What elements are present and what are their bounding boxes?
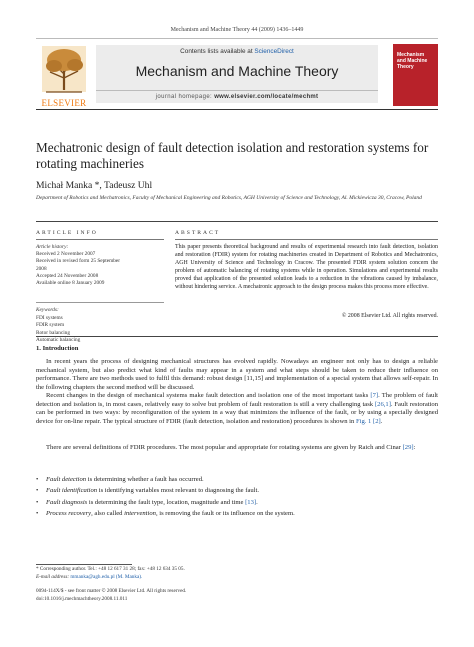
citation-link[interactable]: [29]	[402, 444, 414, 451]
journal-homepage-line	[96, 90, 378, 103]
keyword: FDI systems	[36, 315, 63, 321]
history-line: Accepted 24 November 2008	[36, 272, 99, 279]
definition-tail: .	[256, 498, 258, 506]
paragraph-text: There are several definitions of FDIR procedures. The most popular and appropriate for rotating systems are given by Raich and Cinar	[46, 444, 403, 451]
bullet-icon: •	[36, 498, 39, 506]
bullet-icon: •	[36, 476, 39, 483]
definition: is determining whether a fault has occurred.	[86, 476, 204, 483]
abstract-heading: ABSTRACT	[175, 230, 221, 236]
citation-link[interactable]: [7]	[370, 392, 379, 399]
copyright-line: © 2008 Elsevier Ltd. All rights reserved.	[341, 313, 438, 319]
divider	[36, 302, 164, 303]
history-line: Available online 8 January 2009	[36, 280, 105, 287]
paragraph: In recent years the process of designing mechanical structures has evolved rapidly. Nowadays an engineer not only has to design a reliable mechanical system, but also predict what kind of faults may appear in a system and what steps should be taken to reduce their influence on performance. There are two methods used to fulfil this demand: robust design [11,15] and implementation of a special system that allows self-repair. In the following chapters the second method will be discussed.	[36, 358, 438, 392]
article-info-heading: ARTICLE INFO	[36, 230, 98, 236]
paragraph	[36, 444, 438, 453]
section-heading: 1. Introduction	[36, 345, 79, 352]
figure-link[interactable]: Fig. 1	[355, 418, 372, 426]
divider	[175, 239, 438, 240]
list-item	[36, 485, 438, 496]
paragraph-text: . Fault restoration can be performed in two ways: by reconfiguration of the system in a way that minimizes the influence of the fault, or by using a specially designed device for on-line repair. The typical structure of FDIR (fault detection, isolation and restoration) procedures is shown in	[36, 400, 439, 426]
keywords-list	[36, 315, 164, 344]
definition: is identifying variables most relevant to diagnosing the fault.	[97, 487, 259, 495]
paragraph-text: . The problem of fault detection and isolation is, in most cases, relatively easy to solve but problem of fault restoration is still a very challenging task	[36, 392, 438, 408]
page-footer	[36, 588, 438, 603]
definition-tail: , is removing the fault or its influence on the system.	[155, 510, 295, 518]
elsevier-tree-logo	[36, 44, 92, 106]
homepage-label: journal homepage:	[155, 94, 215, 100]
issn-line: 0094-114X/$ - see front matter © 2008 Elsevier Ltd. All rights reserved.	[36, 588, 187, 594]
divider	[36, 336, 438, 337]
contents-prefix: Contents lists available at	[180, 48, 255, 55]
term: intervention	[124, 510, 156, 518]
list-item	[36, 497, 438, 508]
keyword: Automatic balancing	[36, 336, 81, 343]
email-link[interactable]: mmanka@agh.edu.pl (M. Manka).	[69, 573, 143, 580]
term: Fault detection	[46, 476, 87, 483]
paragraph-text: :	[413, 444, 416, 451]
abstract-text: This paper presents theoretical background and results of experimental research into fault detection, isolation and restoration (FDIR) system for rotating machineries created in Department of Robotics and Mechatronics, AGH University of Science and Technology in Cracow. The presented FDIR system solution concern the problem of automatic balancing of rotating systems while in operation. Simulations and experimental results proved that application of the presented solution leads to a reduction in the vibrations caused by imbalance, without hindering service. A mechatronic approach to the design process makes this process more effective.	[175, 244, 438, 291]
paragraph-text: Recent changes in the design of mechanical systems make fault detection and isolation one of the most important tasks	[46, 392, 371, 399]
email-line	[36, 574, 438, 582]
doi-link[interactable]: doi:10.1016/j.mechmachtheory.2008.11.011	[36, 595, 128, 602]
cover-line: Mechanism	[397, 52, 425, 58]
history-label: Article history:	[36, 244, 69, 250]
definition: is determining the fault type, location, magnitude and time	[87, 498, 246, 506]
definition-list	[36, 474, 438, 520]
paragraph	[36, 392, 438, 427]
journal-cover-text	[397, 52, 435, 70]
corresponding-author-note: * Corresponding author. Tel.: +48 12 617 31 28; fax: +48 12 634 35 05.	[36, 566, 185, 572]
citation-link[interactable]: [26,1]	[374, 400, 391, 408]
publisher-name: ELSEVIER	[41, 98, 87, 108]
cover-line: and Machine	[397, 58, 428, 64]
term: Process recovery	[46, 510, 92, 518]
history-line: Received in revised form 25 September	[36, 258, 120, 265]
list-item	[36, 508, 438, 519]
footnote	[36, 566, 438, 581]
email-label: E-mail address:	[36, 573, 70, 580]
divider	[36, 239, 164, 240]
footnote-divider	[36, 564, 132, 565]
definition: , also called	[91, 510, 125, 518]
cover-line: Theory	[397, 64, 414, 70]
history-line: Received 2 November 2007	[36, 251, 96, 257]
keywords-label: Keywords:	[36, 307, 59, 313]
homepage-url-link[interactable]: www.elsevier.com/locate/mechmt	[214, 94, 319, 100]
bullet-icon: •	[36, 487, 39, 495]
history-line: 2008	[36, 265, 47, 272]
running-head: Mechanism and Machine Theory 44 (2009) 1436–1449	[170, 27, 304, 33]
article-title: Mechatronic design of fault detection isolation and restoration systems for rotating machineries	[36, 140, 429, 171]
citation-link[interactable]: [2]	[373, 418, 381, 426]
citation-link[interactable]: [13]	[245, 498, 257, 506]
divider	[36, 221, 438, 222]
authors: Michał Manka *, Tadeusz Uhl	[36, 180, 153, 191]
sciencedirect-link[interactable]: ScienceDirect	[254, 48, 294, 55]
paragraph-text: .	[380, 418, 383, 426]
journal-title[interactable]: Mechanism and Machine Theory	[135, 63, 339, 79]
bullet-icon: •	[36, 510, 39, 518]
term: Fault diagnosis	[46, 498, 88, 506]
list-item	[36, 474, 438, 485]
keyword: Rotor balancing	[36, 329, 70, 336]
keyword: FDIR system	[36, 322, 65, 329]
article-history	[36, 251, 164, 287]
term: Fault identification	[46, 487, 98, 495]
contents-available-line	[96, 48, 378, 55]
affiliation: Department of Robotics and Mechatronics, Faculty of Mechanical Engineering and Robotics, AGH University of Science and Technology, Al. Mickiewicza 30, Cracow, Poland	[36, 195, 422, 201]
